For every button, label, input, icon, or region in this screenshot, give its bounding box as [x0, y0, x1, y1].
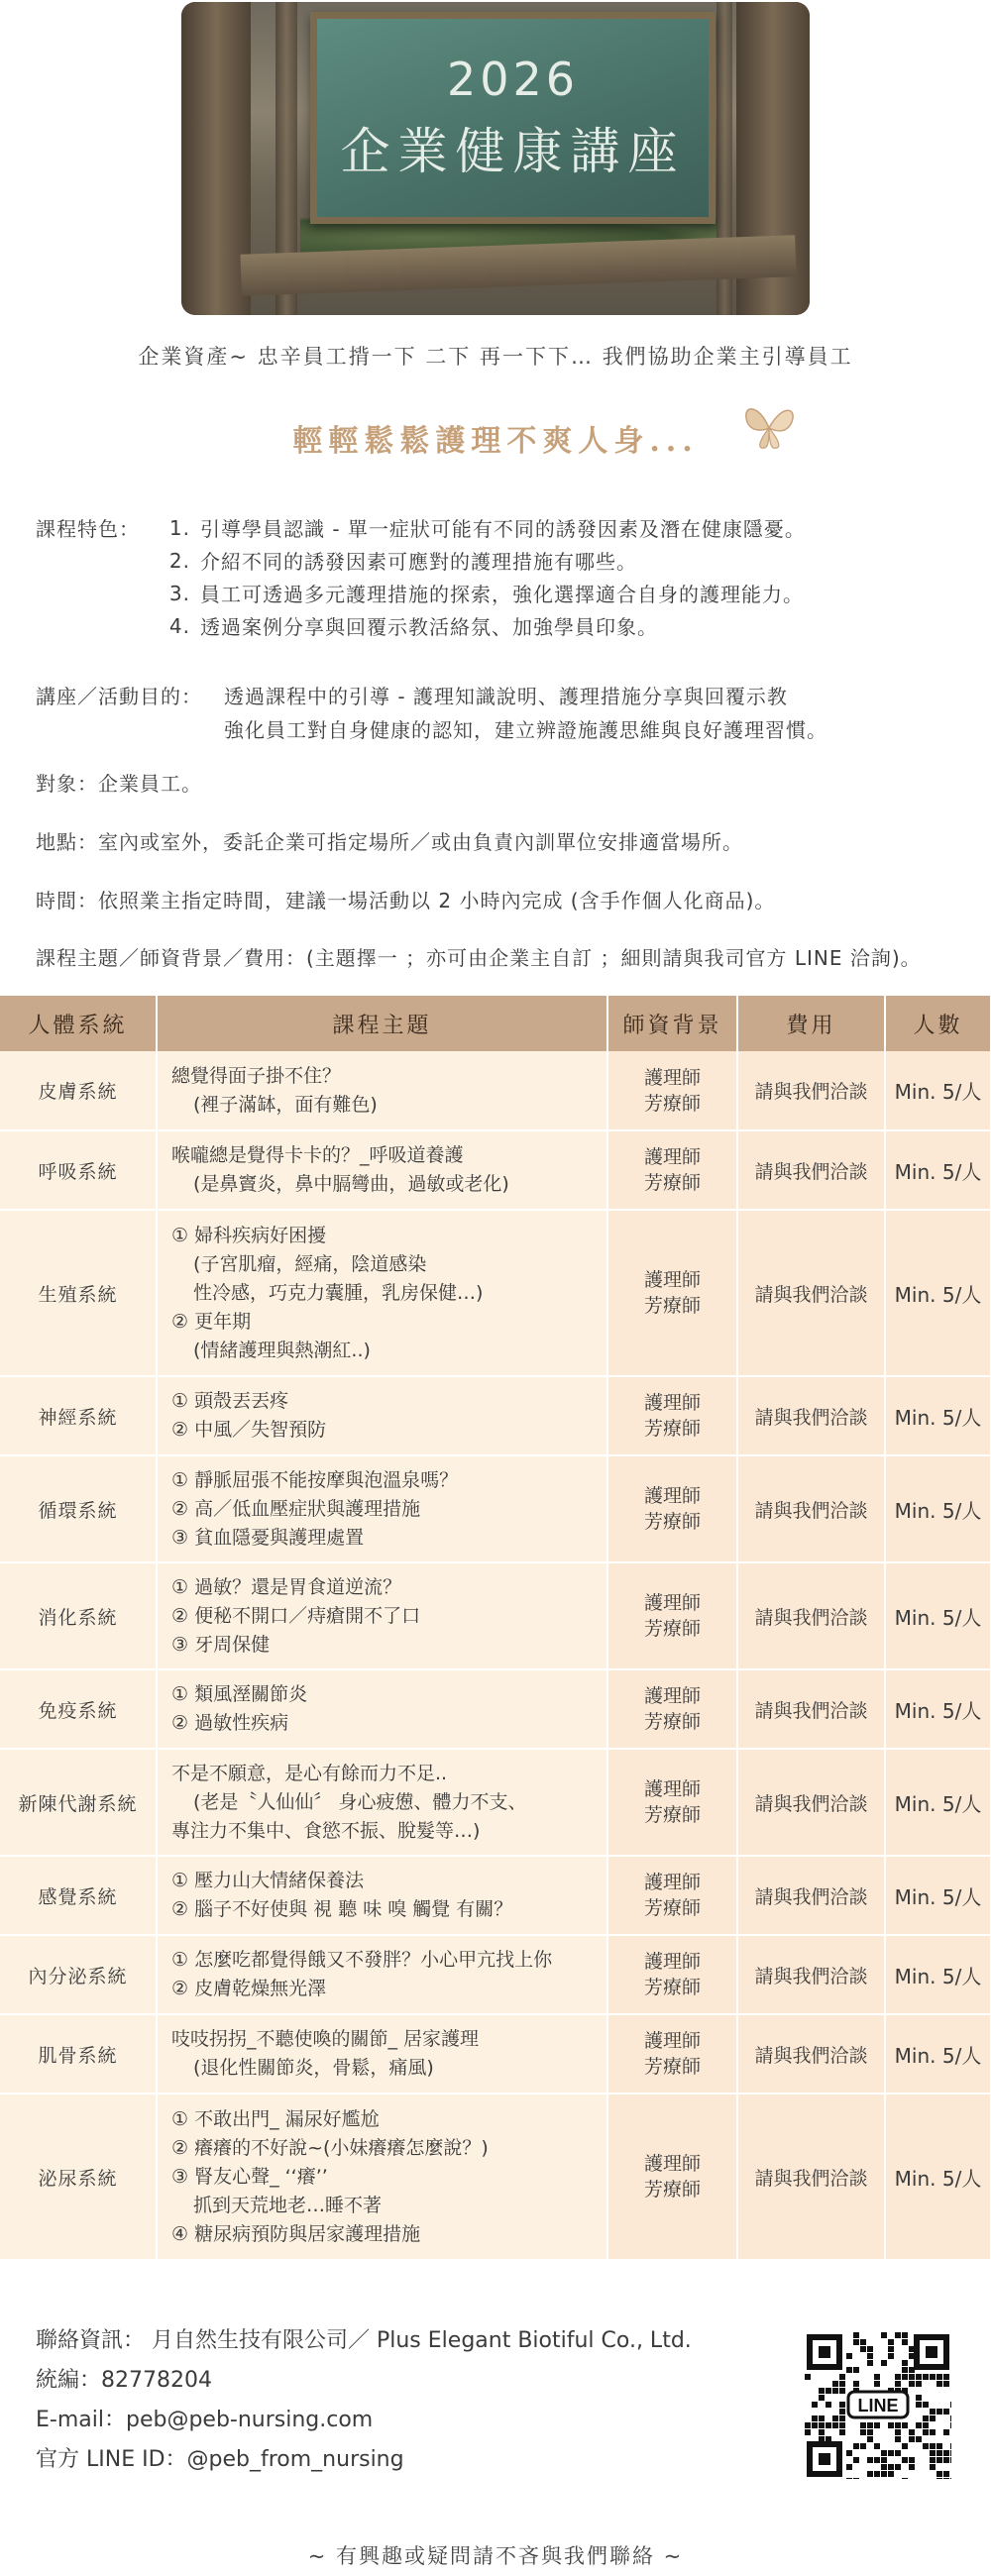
system-cell: 感覺系統 [0, 1856, 157, 1935]
header-count: 人數 [885, 996, 991, 1051]
teacher-cell [607, 2014, 737, 2093]
topic-line: ① 頭殼丟丟疼 [171, 1390, 289, 1412]
count-cell: Min. 5/人 [885, 2093, 991, 2260]
header-teacher: 師資背景 [607, 996, 737, 1051]
table-row [0, 1562, 991, 1669]
topic-line: 吱吱拐拐_不聽使喚的關節_ 居家護理 [171, 2028, 480, 2050]
fee-cell: 請與我們洽談 [737, 1376, 885, 1455]
fee-cell: 請與我們洽談 [737, 1856, 885, 1935]
fee-cell: 請與我們洽談 [737, 1051, 885, 1130]
count-cell: Min. 5/人 [885, 1376, 991, 1455]
topic-cell [157, 1562, 607, 1669]
system-cell: 生殖系統 [0, 1210, 157, 1376]
fee-cell: 請與我們洽談 [737, 1749, 885, 1856]
contact-info [36, 2318, 692, 2477]
system-cell: 神經系統 [0, 1376, 157, 1455]
topic-line: 喉嚨總是覺得卡卡的？_呼吸道養護 [171, 1144, 464, 1166]
topic-cell [157, 1935, 607, 2014]
purpose-line-1: 透過課程中的引導 - 護理知識說明、護理措施分享與回覆示教 [224, 684, 788, 708]
fee-cell: 請與我們洽談 [737, 1210, 885, 1376]
hero-title: 企業健康講座 [340, 123, 686, 180]
intro-text: 企業資產~ 忠辛員工揹一下 二下 再一下下… 我們協助企業主引導員工 [138, 345, 853, 369]
target-text: 對象：企業員工。 [36, 771, 202, 796]
table-row [0, 1856, 991, 1935]
table-row [0, 1376, 991, 1455]
teacher-line: 護理師 [643, 1685, 701, 1707]
topic-line: ① 靜脈屈張不能按摩與泡溫泉嗎？ [171, 1468, 459, 1491]
features-label: 課程特色： [36, 517, 140, 541]
topic-line: ② 中風／失智預防 [171, 1419, 327, 1441]
company-name: 聯絡資訊： 月自然生技有限公司／ Plus Elegant Biotiful Co., Ltd. [36, 2327, 692, 2353]
topic-line: ③ 貧血隱憂與護理處置 [171, 1526, 365, 1549]
topic-line: ① 壓力山大情緒保養法 [171, 1870, 365, 1891]
header-system: 人體系統 [0, 996, 157, 1051]
table-row [0, 2014, 991, 2093]
topic-line: ③ 牙周保健 [171, 1633, 271, 1656]
teacher-line: 護理師 [643, 2030, 701, 2052]
count-cell: Min. 5/人 [885, 1749, 991, 1856]
teacher-line: 芳療師 [643, 2179, 701, 2200]
teacher-line: 護理師 [643, 1392, 701, 1414]
fee-cell: 請與我們洽談 [737, 1562, 885, 1669]
tagline: 輕輕鬆鬆護理不爽人身... [292, 424, 699, 459]
table-row [0, 1935, 991, 2014]
teacher-cell [607, 2093, 737, 2260]
teacher-line: 芳療師 [643, 1511, 701, 1533]
course-features [36, 511, 806, 642]
feature-text: 引導學員認識 - 單一症狀可能有不同的誘發因素及潛在健康隱憂。 [200, 517, 806, 541]
teacher-cell [607, 1935, 737, 2014]
teacher-line: 護理師 [643, 2153, 701, 2175]
teacher-line: 護理師 [643, 1485, 701, 1507]
topic-line: 抓到天荒地老…睡不著 [193, 2194, 383, 2216]
topic-line: ② 更年期 [171, 1310, 252, 1333]
topic-cell [157, 2093, 607, 2260]
topic-line: (子宮肌瘤，經痛，陰道感染 [193, 1252, 427, 1275]
teacher-line: 護理師 [643, 1951, 701, 1973]
topic-line: ② 過敏性疾病 [171, 1712, 289, 1734]
count-cell: Min. 5/人 [885, 1051, 991, 1130]
topic-cell [157, 1749, 607, 1856]
table-row [0, 1669, 991, 1749]
table-row [0, 1051, 991, 1130]
feature-number: 3. [168, 581, 190, 605]
teacher-line: 護理師 [643, 1269, 701, 1291]
teacher-line: 護理師 [643, 1872, 701, 1893]
teacher-line: 芳療師 [643, 1092, 701, 1115]
topic-line: 性冷感，巧克力囊腫，乳房保健…) [193, 1281, 484, 1304]
topic-line: ② 高／低血壓症狀與護理措施 [171, 1497, 421, 1520]
teacher-line: 芳療師 [643, 1804, 701, 1826]
email[interactable]: E-mail：peb@peb-nursing.com [36, 2407, 374, 2432]
topic-line: ② 腦子不好使與 視 聽 味 嗅 觸覺 有關？ [171, 1898, 513, 1920]
teacher-cell [607, 1669, 737, 1749]
table-row [0, 1455, 991, 1562]
topic-cell [157, 1376, 607, 1455]
teacher-cell [607, 1376, 737, 1455]
count-cell: Min. 5/人 [885, 1669, 991, 1749]
system-cell: 消化系統 [0, 1562, 157, 1669]
teacher-cell [607, 1455, 737, 1562]
count-cell: Min. 5/人 [885, 1455, 991, 1562]
topic-cell [157, 1669, 607, 1749]
hero-image [181, 2, 810, 315]
fee-cell: 請與我們洽談 [737, 1669, 885, 1749]
table-row [0, 2093, 991, 2260]
topic-line: ③ 腎友心聲_ ‘‘癢’’ [171, 2165, 328, 2188]
fee-cell: 請與我們洽談 [737, 2014, 885, 2093]
teacher-cell [607, 1856, 737, 1935]
topic-cell [157, 1455, 607, 1562]
topic-line: (老是〝人仙仙〞 身心疲憊、體力不支、 [193, 1790, 527, 1813]
teacher-line: 護理師 [643, 1778, 701, 1800]
system-cell: 泌尿系統 [0, 2093, 157, 2260]
fee-cell: 請與我們洽談 [737, 1935, 885, 2014]
count-cell: Min. 5/人 [885, 2014, 991, 2093]
topic-cell [157, 1210, 607, 1376]
teacher-line: 芳療師 [643, 1897, 701, 1919]
activity-purpose [36, 678, 827, 745]
teacher-line: 護理師 [643, 1146, 701, 1168]
feature-text: 透過案例分享與回覆示教活絡氛、加強學員印象。 [200, 615, 658, 639]
topic-line: 不是不願意，是心有餘而力不足.. [171, 1762, 448, 1784]
system-cell: 免疫系統 [0, 1669, 157, 1749]
line-id[interactable]: 官方 LINE ID：@peb_from_nursing [36, 2446, 404, 2472]
hero-year: 2026 [446, 53, 580, 106]
table-row [0, 1130, 991, 1210]
count-cell: Min. 5/人 [885, 1210, 991, 1376]
teacher-line: 芳療師 [643, 1295, 701, 1317]
feature-number: 1. [168, 515, 190, 540]
count-cell: Min. 5/人 [885, 1935, 991, 2014]
topic-line: ① 類風溼關節炎 [171, 1683, 308, 1705]
teacher-line: 芳療師 [643, 1711, 701, 1733]
chalkboard-sign [310, 12, 716, 224]
tax-id: 統編：82778204 [36, 2367, 212, 2393]
table-header-row [0, 996, 991, 1051]
teacher-cell [607, 1562, 737, 1669]
header-fee: 費用 [737, 996, 885, 1051]
topic-cell [157, 2014, 607, 2093]
course-table [0, 996, 991, 2261]
topic-line: 專注力不集中、食慾不振、脫髮等…) [171, 1819, 481, 1842]
system-cell: 肌骨系統 [0, 2014, 157, 2093]
system-cell: 循環系統 [0, 1455, 157, 1562]
location-text: 地點：室內或室外，委託企業可指定場所／或由負責內訓單位安排適當場所。 [36, 829, 743, 854]
topic-line: ① 怎麼吃都覺得餓又不發胖？小心甲亢找上你 [171, 1949, 553, 1971]
system-cell: 皮膚系統 [0, 1051, 157, 1130]
line-qr-code[interactable] [805, 2332, 951, 2479]
fee-cell: 請與我們洽談 [737, 2093, 885, 2260]
purpose-label: 講座／活動目的： [36, 684, 202, 708]
system-cell: 新陳代謝系統 [0, 1749, 157, 1856]
table-row [0, 1749, 991, 1856]
topic-line: 總覺得面子掛不住？ [171, 1064, 342, 1087]
teacher-line: 護理師 [643, 1592, 701, 1614]
count-cell: Min. 5/人 [885, 1856, 991, 1935]
topic-line: ① 婦科疾病好困擾 [171, 1224, 327, 1246]
fee-cell: 請與我們洽談 [737, 1130, 885, 1210]
topic-cell [157, 1856, 607, 1935]
topic-cell [157, 1130, 607, 1210]
count-cell: Min. 5/人 [885, 1562, 991, 1669]
teacher-cell [607, 1130, 737, 1210]
feature-text: 員工可透過多元護理措施的探索，強化選擇適合自身的護理能力。 [200, 583, 804, 606]
system-cell: 內分泌系統 [0, 1935, 157, 2014]
teacher-line: 芳療師 [643, 1977, 701, 1998]
topic-line: (是鼻竇炎，鼻中膈彎曲，過敏或老化) [193, 1173, 509, 1195]
topic-line: ① 不敢出門_ 漏尿好尷尬 [171, 2107, 380, 2130]
teacher-cell [607, 1210, 737, 1376]
fee-cell: 請與我們洽談 [737, 1455, 885, 1562]
count-cell: Min. 5/人 [885, 1130, 991, 1210]
purpose-line-2: 強化員工對自身健康的認知，建立辨證施護思維與良好護理習慣。 [224, 717, 827, 742]
footer-text: ~ 有興趣或疑問請不吝與我們聯絡 ~ [307, 2544, 684, 2568]
teacher-cell [607, 1749, 737, 1856]
table-row [0, 1210, 991, 1376]
header-topic: 課程主題 [157, 996, 607, 1051]
topic-line: ④ 糖尿病預防與居家護理措施 [171, 2222, 421, 2245]
feature-number: 4. [168, 613, 190, 638]
topic-cell [157, 1051, 607, 1130]
topic-line: (情緒護理與熱潮紅..) [193, 1339, 371, 1361]
teacher-line: 芳療師 [643, 1172, 701, 1194]
teacher-cell [607, 1051, 737, 1130]
topic-line: (退化性關節炎，骨鬆，痛風) [193, 2057, 434, 2079]
topic-line: ① 過敏？還是胃食道逆流？ [171, 1575, 402, 1598]
teacher-line: 護理師 [643, 1066, 701, 1089]
system-cell: 呼吸系統 [0, 1130, 157, 1210]
topic-line: (裡子滿缽，面有難色) [193, 1093, 378, 1116]
topic-intro-text: 課程主題／師資背景／費用：(主題擇一 ；亦可由企業主自訂 ；細則請與我司官方 LINE 洽詢)。 [36, 945, 922, 970]
time-text: 時間：依照業主指定時間，建議一場活動以 2 小時內完成 (含手作個人化商品)。 [36, 888, 776, 912]
teacher-line: 芳療師 [643, 1618, 701, 1640]
qr-label: LINE [857, 2396, 899, 2415]
topic-line: ② 癢癢的不好說~(小妹癢癢怎麼說？) [171, 2136, 489, 2159]
topic-line: ② 便秘不開口／痔瘡開不了口 [171, 1604, 421, 1627]
teacher-line: 芳療師 [643, 1418, 701, 1440]
topic-line: ② 皮膚乾燥無光澤 [171, 1978, 327, 1999]
butterfly-icon [739, 398, 799, 454]
feature-text: 介紹不同的誘發因素可應對的護理措施有哪些。 [200, 550, 637, 574]
feature-number: 2. [168, 548, 190, 573]
teacher-line: 芳療師 [643, 2056, 701, 2078]
